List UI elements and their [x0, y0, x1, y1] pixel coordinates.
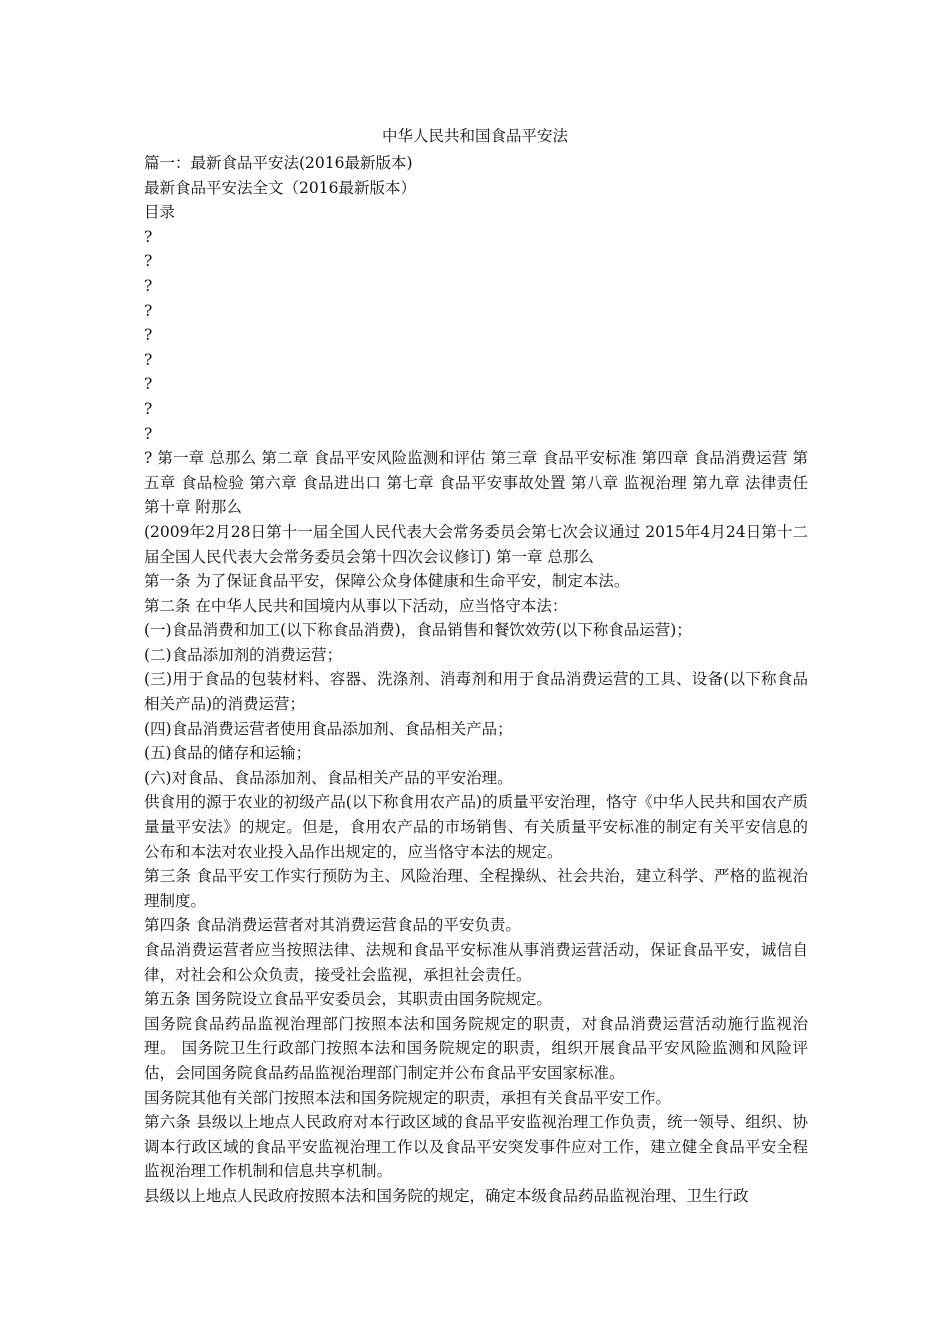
paragraph: ? [144, 227, 153, 246]
paragraph: ? [144, 252, 153, 271]
paragraph: 供食用的源于农业的初级产品(以下称食用农产品)的质量平安治理，恪守《中华人民共和国农产质量量平安法》的规定。但是，食用农产品的市场销售、有关质量平安标准的制定有关平安信息的公布和本法对农业投入品作出规定的，应当恪守本法的规定。 [144, 793, 808, 861]
paragraph: 第五条 国务院设立食品平安委员会，其职责由国务院规定。 [144, 990, 552, 1009]
paragraph: 第六条 县级以上地点人民政府对本行政区域的食品平安监视治理工作负责，统一领导、组织、协调本行政区域的食品平安监视治理工作以及食品平安突发事件应对工作，建立健全食品平安全程监视治理工作机制和信息共享机制。 [144, 1113, 808, 1181]
paragraph: 县级以上地点人民政府按照本法和国务院的规定，确定本级食品药品监视治理、卫生行政 [144, 1186, 749, 1205]
paragraph: ? [144, 276, 153, 295]
paragraph: 最新食品平安法全文（2016最新版本） [144, 178, 416, 197]
paragraph: 国务院其他有关部门按照本法和国务院规定的职责，承担有关食品平安工作。 [144, 1088, 672, 1107]
paragraph: ? 第一章 总那么 第二章 食品平安风险监测和评估 第三章 食品平安标准 第四章 食品消费运营 第五章 食品检验 第六章 食品进出口 第七章 食品平安事故处置 第八章 监视治理 第九章 法律责任 第十章 附那么 [144, 449, 808, 517]
paragraph: 第三条 食品平安工作实行预防为主、风险治理、全程操纵、社会共治，建立科学、严格的监视治理制度。 [144, 867, 808, 910]
paragraph: (六)对食品、食品添加剂、食品相关产品的平安治理。 [144, 768, 513, 787]
paragraph: 篇一：最新食品平安法(2016最新版本) [144, 154, 413, 172]
paragraph: ? [144, 399, 153, 418]
paragraph: ? [144, 350, 153, 369]
paragraph: (二)食品添加剂的消费运营； [144, 645, 343, 664]
document-body [144, 151, 808, 1209]
paragraph: (2009年2月28日第十一届全国人民代表大会常务委员会第七次会议通过 2015年4月24日第十二届全国人民代表大会常务委员会第十四次会议修订) 第一章 总那么 [144, 522, 808, 566]
paragraph: 目录 [144, 203, 176, 222]
paragraph: 第二条 在中华人民共和国境内从事以下活动，应当恪守本法： [144, 596, 568, 615]
paragraph: (五)食品的储存和运输； [144, 744, 312, 763]
paragraph: 第四条 食品消费运营者对其消费运营食品的平安负责。 [144, 916, 521, 935]
paragraph: (一)食品消费和加工(以下称食品消费)，食品销售和餐饮效劳(以下称食品运营)； [144, 621, 692, 640]
paragraph: ? [144, 424, 153, 443]
paragraph: ? [144, 301, 153, 320]
document-title: 中华人民共和国食品平安法 [381, 127, 568, 145]
paragraph: (四)食品消费运营者使用食品添加剂、食品相关产品； [144, 719, 513, 738]
paragraph: 食品消费运营者应当按照法律、法规和食品平安标准从事消费运营活动，保证食品平安，诚信自律，对社会和公众负责，接受社会监视，承担社会责任。 [144, 941, 808, 984]
paragraph: ? [144, 375, 153, 394]
paragraph: ? [144, 326, 153, 345]
paragraph: (三)用于食品的包装材料、容器、洗涤剂、消毒剂和用于食品消费运营的工具、设备(以下称食品相关产品)的消费运营； [144, 670, 808, 714]
paragraph: 国务院食品药品监视治理部门按照本法和国务院规定的职责，对食品消费运营活动施行监视治理。 国务院卫生行政部门按照本法和国务院规定的职责，组织开展食品平安风险监测和风险评估，会同国务院食品药品监视治理部门制定并公布食品平安国家标准。 [144, 1014, 808, 1082]
paragraph: 第一条 为了保证食品平安，保障公众身体健康和生命平安，制定本法。 [144, 572, 630, 591]
